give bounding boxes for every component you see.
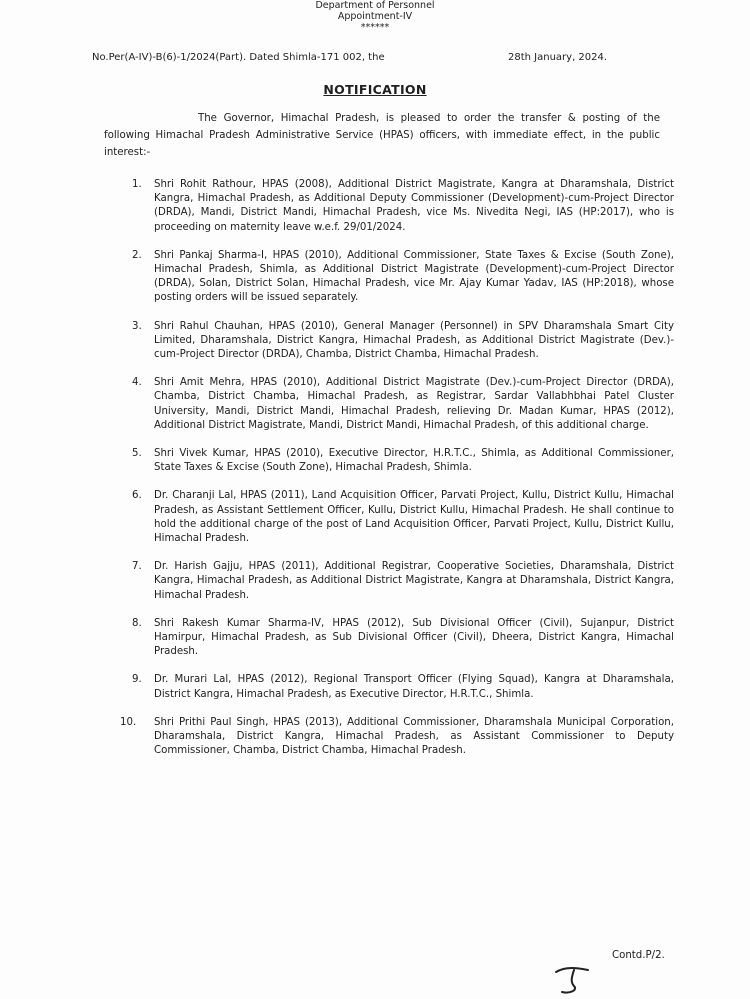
list-item	[104, 560, 674, 603]
continued-marker: Contd.P/2.	[612, 950, 665, 961]
item-text: Dr. Murari Lal, HPAS (2012), Regional Transport Officer (Flying Squad), Kangra at Dharamshala, District Kangra, Himachal Pradesh, as Executive Director, H.R.T.C., Shimla.	[154, 674, 674, 700]
item-number: 3.	[132, 320, 142, 332]
department-name: Department of Personnel	[315, 0, 435, 11]
header-stars: ******	[360, 22, 390, 33]
item-text: Shri Rohit Rathour, HPAS (2008), Additional District Magistrate, Kangra at Dharamshala, District Kangra, Himachal Pradesh, as Additional Deputy Commissioner (Development)-cum-Project Director (DRDA), Mandi, District Mandi, Himachal Pradesh, vice Ms. Nivedita Negi, IAS (HP:2017), who is proceeding on maternity leave w.e.f. 29/01/2024.	[154, 179, 674, 233]
item-text: Shri Vivek Kumar, HPAS (2010), Executive Director, H.R.T.C., Shimla, as Additional Commissioner, State Taxes & Excise (South Zone), Himachal Pradesh, Shimla.	[154, 448, 674, 474]
list-item	[104, 489, 674, 546]
item-number: 10.	[120, 716, 137, 728]
reference-number: No.Per(A-IV)-B(6)-1/2024(Part). Dated Shimla-171 002, the	[92, 52, 385, 63]
item-text: Shri Amit Mehra, HPAS (2010), Additional District Magistrate (Dev.)-cum-Project Director (DRDA), Chamba, District Chamba, Himachal Pradesh, as Registrar, Sardar Vallabhbhai Patel Cluster University, Mandi, District Mandi, Himachal Pradesh, relieving Dr. Madan Kumar, HPAS (2012), Additional District Magistrate, Mandi, District Mandi, Himachal Pradesh, of this additional charge.	[154, 377, 674, 431]
item-number: 2.	[132, 249, 142, 261]
item-text: Shri Rakesh Kumar Sharma-IV, HPAS (2012), Sub Divisional Officer (Civil), Sujanpur, District Hamirpur, Himachal Pradesh, as Sub Divisional Officer (Civil), Dheera, District Kangra, Himachal Pradesh.	[154, 617, 674, 658]
item-text: Shri Rahul Chauhan, HPAS (2010), General Manager (Personnel) in SPV Dharamshala Smart City Limited, Dharamshala, District Kangra, Himachal Pradesh, as Additional District Magistrate (Dev.)-cum-Project Director (DRDA), Chamba, District Chamba, Himachal Pradesh.	[154, 320, 674, 361]
letterhead	[0, 0, 750, 33]
item-number: 8.	[132, 617, 142, 629]
signature-mark	[552, 962, 602, 998]
list-item	[104, 320, 674, 363]
page-title: NOTIFICATION	[323, 82, 427, 97]
notification-date: 28th January, 2024.	[508, 52, 608, 63]
list-item	[104, 376, 674, 433]
list-item	[104, 249, 674, 306]
section-name: Appointment-IV	[337, 11, 413, 22]
list-item	[104, 447, 674, 475]
item-number: 1.	[132, 179, 142, 190]
list-item	[104, 673, 674, 701]
item-number: 7.	[132, 561, 142, 573]
item-text: Shri Prithi Paul Singh, HPAS (2013), Additional Commissioner, Dharamshala Municipal Corporation, Dharamshala, District Kangra, Himachal Pradesh, as Assistant Commissioner to Deputy Commissioner, Chamba, District Chamba, Himachal Pradesh.	[154, 716, 674, 757]
item-text: Dr. Charanji Lal, HPAS (2011), Land Acquisition Officer, Parvati Project, Kullu, District Kullu, Himachal Pradesh, as Assistant Settlement Officer, Kullu, District Kullu, Himachal Pradesh. He shall continue to hold the additional charge of the post of Land Acquisition Officer, Parvati Project, Kullu, District Kullu, Himachal Pradesh.	[154, 490, 674, 545]
list-item	[104, 178, 674, 235]
transfer-list	[104, 178, 674, 773]
item-number: 5.	[132, 448, 142, 460]
item-text: Dr. Harish Gajju, HPAS (2011), Additional Registrar, Cooperative Societies, Dharamshala, District Kangra, Himachal Pradesh, as Additional District Magistrate, Kangra at Dharamshala, District Kangra, Himachal Pradesh.	[154, 561, 674, 601]
list-item	[104, 617, 674, 660]
item-number: 6.	[132, 490, 142, 502]
item-text: Shri Pankaj Sharma-I, HPAS (2010), Additional Commissioner, State Taxes & Excise (South Zone), Himachal Pradesh, Shimla, as Additional District Magistrate (Development)-cum-Project Director (DRDA), Solan, District Solan, Himachal Pradesh, vice Mr. Ajay Kumar Yadav, IAS (HP:2018), whose posting orders will be issued separately.	[154, 249, 674, 304]
item-number: 4.	[132, 377, 142, 389]
list-item	[104, 716, 674, 759]
item-number: 9.	[132, 674, 142, 686]
intro-paragraph: The Governor, Himachal Pradesh, is pleased to order the transfer & posting of the following Himachal Pradesh Administrative Service (HPAS) officers, with immediate effect, in the public interest:-	[104, 113, 660, 158]
